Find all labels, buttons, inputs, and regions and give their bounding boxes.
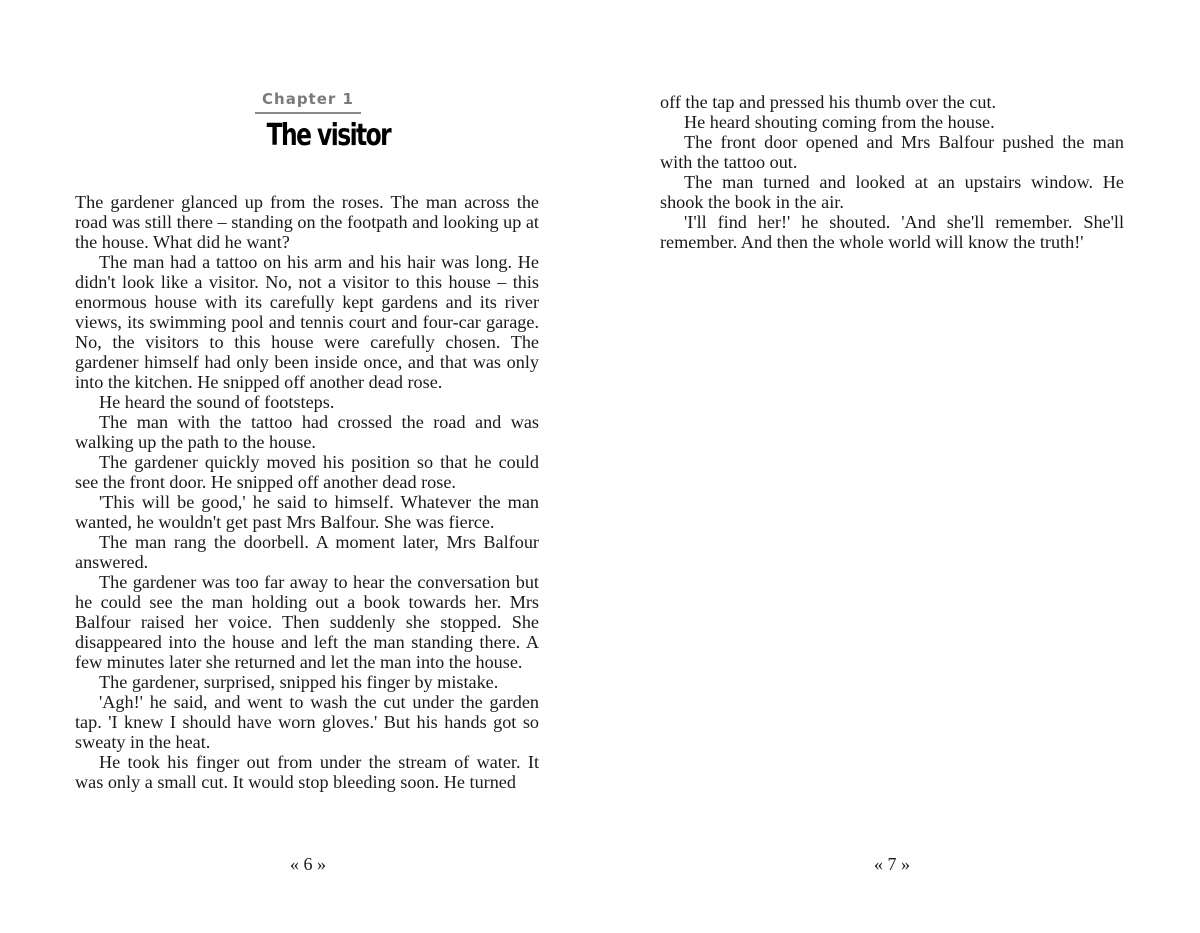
paragraph: The man rang the doorbell. A moment later, Mrs Balfour answered. <box>75 532 539 572</box>
paragraph: He heard the sound of footsteps. <box>99 392 335 412</box>
paragraph: The man with the tattoo had crossed the road and was walking up the path to the house. <box>75 412 539 452</box>
paragraph: The gardener quickly moved his position so that he could see the front door. He snipped off another dead rose. <box>75 452 539 492</box>
paragraph: The gardener, surprised, snipped his finger by mistake. <box>99 672 499 692</box>
page-number: « 6 » <box>290 854 326 874</box>
paragraph: 'Agh!' he said, and went to wash the cut under the garden tap. 'I knew I should have worn gloves.' But his hands got so sweaty in the heat. <box>75 692 539 752</box>
paragraph: 'This will be good,' he said to himself. Whatever the man wanted, he wouldn't get past Mrs Balfour. She was fierce. <box>75 492 539 532</box>
right-page-body <box>660 92 1124 252</box>
page-number: « 7 » <box>874 854 910 874</box>
paragraph: off the tap and pressed his thumb over the cut. <box>660 92 997 112</box>
paragraph: The man had a tattoo on his arm and his hair was long. He didn't look like a visitor. No, not a visitor to this house – this enormous house with its carefully kept gardens and its river views, its swimming pool and tennis court and four-car garage. No, the visitors to this house were carefully chosen. The gardener himself had only been inside once, and that was only into the kitchen. He snipped off another dead rose. <box>75 252 539 392</box>
paragraph: He heard shouting coming from the house. <box>684 112 995 132</box>
chapter-title: The visitor <box>266 118 391 153</box>
paragraph: The gardener glanced up from the roses. The man across the road was still there – standing on the footpath and looking up at the house. What did he want? <box>75 192 539 252</box>
paragraph: The man turned and looked at an upstairs window. He shook the book in the air. <box>660 172 1124 212</box>
paragraph: 'I'll find her!' he shouted. 'And she'll remember. She'll remember. And then the whole world will know the truth!' <box>660 212 1124 252</box>
chapter-header <box>255 90 391 153</box>
paragraph: The front door opened and Mrs Balfour pushed the man with the tattoo out. <box>660 132 1124 172</box>
paragraph: The gardener was too far away to hear the conversation but he could see the man holding out a book towards her. Mrs Balfour raised her voice. Then suddenly she stopped. She disappeared into the house and left the man standing there. A few minutes later she returned and let the man into the house. <box>75 572 539 672</box>
paragraph: He took his finger out from under the stream of water. It was only a small cut. It would stop bleeding soon. He turned <box>75 752 539 792</box>
left-page-body <box>75 192 539 792</box>
chapter-label: Chapter 1 <box>255 90 361 114</box>
